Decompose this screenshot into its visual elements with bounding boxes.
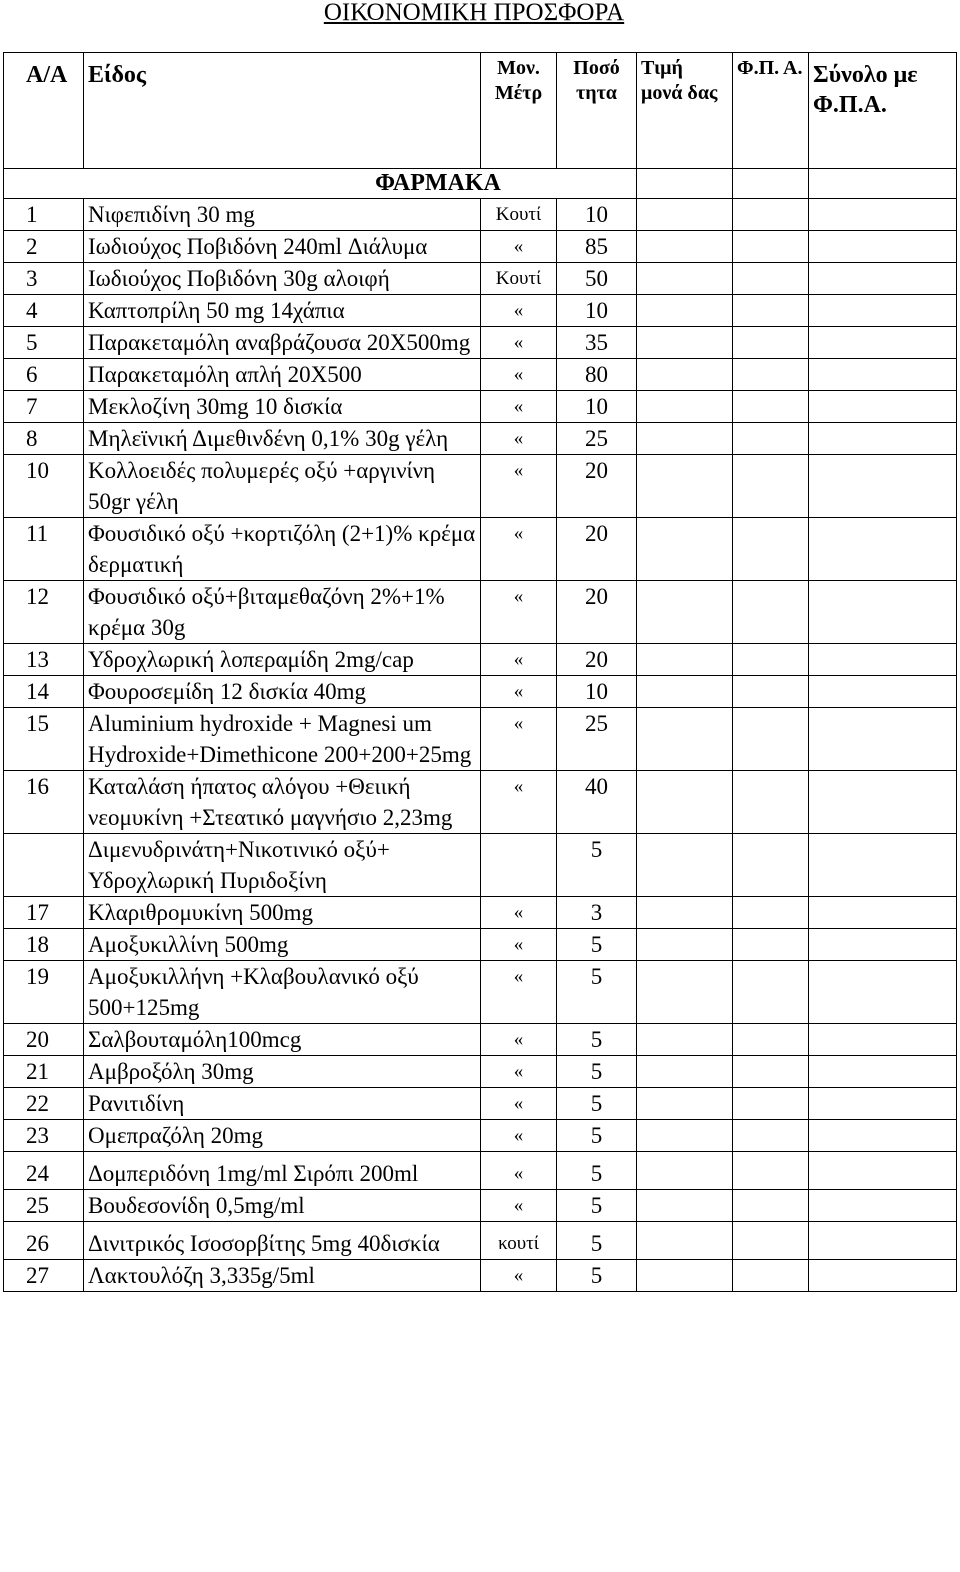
total-with-vat <box>809 231 957 263</box>
quantity: 20 <box>557 518 637 581</box>
table-row <box>4 1190 957 1222</box>
table-row <box>4 1088 957 1120</box>
vat <box>733 1120 809 1152</box>
row-number: 14 <box>4 676 84 708</box>
unit-price <box>637 518 733 581</box>
item-name: Ιωδιούχος Ποβιδόνη 240ml Διάλυμα <box>84 231 481 263</box>
item-name: Φουσιδικό οξύ+βιταμεθαζόνη 2%+1% κρέμα 30g <box>84 581 481 644</box>
total-with-vat <box>809 518 957 581</box>
item-name: Μηλεϊνική Διμεθινδένη 0,1% 30g γέλη <box>84 423 481 455</box>
table-row <box>4 1056 957 1088</box>
vat <box>733 581 809 644</box>
total-with-vat <box>809 423 957 455</box>
unit-of-measure: « <box>481 231 557 263</box>
quantity: 5 <box>557 1056 637 1088</box>
unit-of-measure: « <box>481 359 557 391</box>
total-with-vat <box>809 327 957 359</box>
total-with-vat <box>809 263 957 295</box>
item-name: Ομεπραζόλη 20mg <box>84 1120 481 1152</box>
item-name: Λακτουλόζη 3,335g/5ml <box>84 1260 481 1292</box>
item-name: Βουδεσονίδη 0,5mg/ml <box>84 1190 481 1222</box>
table-row <box>4 231 957 263</box>
vat <box>733 644 809 676</box>
table-row <box>4 1260 957 1292</box>
total-with-vat <box>809 1260 957 1292</box>
table-row <box>4 834 957 897</box>
unit-of-measure: « <box>481 961 557 1024</box>
vat <box>733 423 809 455</box>
item-name: Παρακεταμόλη απλή 20Χ500 <box>84 359 481 391</box>
column-header-item: Είδος <box>84 53 481 169</box>
vat <box>733 897 809 929</box>
row-number: 4 <box>4 295 84 327</box>
vat <box>733 961 809 1024</box>
vat <box>733 199 809 231</box>
row-number: 27 <box>4 1260 84 1292</box>
item-name: Aluminium hydroxide + Magnesi um Hydroxide+Dimethicone 200+200+25mg <box>84 708 481 771</box>
quantity: 5 <box>557 1190 637 1222</box>
row-number: 5 <box>4 327 84 359</box>
table-row <box>4 359 957 391</box>
vat <box>733 1056 809 1088</box>
quantity: 20 <box>557 644 637 676</box>
unit-of-measure: « <box>481 1190 557 1222</box>
total-with-vat <box>809 1056 957 1088</box>
total-with-vat <box>809 644 957 676</box>
item-name: Υδροχλωρική λοπεραμίδη 2mg/cap <box>84 644 481 676</box>
vat <box>733 1222 809 1260</box>
quantity: 20 <box>557 581 637 644</box>
column-header-aa: Α/Α <box>4 53 84 169</box>
column-header-qty: Ποσό τητα <box>557 53 637 169</box>
unit-of-measure: « <box>481 1152 557 1190</box>
vat <box>733 518 809 581</box>
vat <box>733 676 809 708</box>
total-with-vat <box>809 961 957 1024</box>
table-row <box>4 708 957 771</box>
unit-price <box>637 231 733 263</box>
vat <box>733 263 809 295</box>
unit-price <box>637 391 733 423</box>
empty-cell <box>733 169 809 199</box>
unit-of-measure: « <box>481 708 557 771</box>
table-row <box>4 423 957 455</box>
total-with-vat <box>809 455 957 518</box>
table-body <box>4 53 957 1292</box>
unit-price <box>637 455 733 518</box>
unit-price <box>637 929 733 961</box>
item-name: Φουροσεμίδη 12 δισκία 40mg <box>84 676 481 708</box>
total-with-vat <box>809 834 957 897</box>
unit-price <box>637 771 733 834</box>
total-with-vat <box>809 1120 957 1152</box>
item-name: Δομπεριδόνη 1mg/ml Σιρόπι 200ml <box>84 1152 481 1190</box>
row-number: 11 <box>4 518 84 581</box>
quantity: 5 <box>557 1120 637 1152</box>
row-number: 16 <box>4 771 84 834</box>
total-with-vat <box>809 708 957 771</box>
row-number: 13 <box>4 644 84 676</box>
unit-price <box>637 263 733 295</box>
unit-of-measure: « <box>481 771 557 834</box>
unit-of-measure: « <box>481 1260 557 1292</box>
total-with-vat <box>809 391 957 423</box>
total-with-vat <box>809 1152 957 1190</box>
item-name: Παρακεταμόλη αναβράζουσα 20Χ500mg <box>84 327 481 359</box>
quantity: 3 <box>557 897 637 929</box>
total-with-vat <box>809 771 957 834</box>
total-with-vat <box>809 676 957 708</box>
item-name: Σαλβουταμόλη100mcg <box>84 1024 481 1056</box>
quantity: 10 <box>557 295 637 327</box>
item-name: Διμενυδρινάτη+Νικοτινικό οξύ+ Υδροχλωρική Πυριδοξίνη <box>84 834 481 897</box>
unit-of-measure: « <box>481 1024 557 1056</box>
table-row <box>4 644 957 676</box>
quantity: 5 <box>557 834 637 897</box>
quantity: 10 <box>557 391 637 423</box>
table-row <box>4 1152 957 1190</box>
unit-of-measure: « <box>481 676 557 708</box>
quantity: 25 <box>557 708 637 771</box>
unit-of-measure: « <box>481 644 557 676</box>
total-with-vat <box>809 1024 957 1056</box>
row-number: 23 <box>4 1120 84 1152</box>
column-header-price: Τιμή μονά δας <box>637 53 733 169</box>
item-name: Ρανιτιδίνη <box>84 1088 481 1120</box>
unit-of-measure: « <box>481 581 557 644</box>
unit-price <box>637 1152 733 1190</box>
quantity: 20 <box>557 455 637 518</box>
row-number: 18 <box>4 929 84 961</box>
total-with-vat <box>809 1088 957 1120</box>
item-name: Νιφεπιδίνη 30 mg <box>84 199 481 231</box>
quantity: 5 <box>557 929 637 961</box>
unit-price <box>637 1056 733 1088</box>
table-row <box>4 1120 957 1152</box>
empty-cell <box>809 169 957 199</box>
column-header-vat: Φ.Π. Α. <box>733 53 809 169</box>
item-name: Αμοξυκιλλήνη +Κλαβουλανικό οξύ 500+125mg <box>84 961 481 1024</box>
quantity: 40 <box>557 771 637 834</box>
table-row <box>4 897 957 929</box>
total-with-vat <box>809 199 957 231</box>
unit-of-measure: « <box>481 1088 557 1120</box>
table-row <box>4 391 957 423</box>
unit-of-measure: « <box>481 295 557 327</box>
section-title: ΦΑΡΜΑΚΑ <box>4 169 637 199</box>
item-name: Αμβροξόλη 30mg <box>84 1056 481 1088</box>
quantity: 5 <box>557 1260 637 1292</box>
column-header-total: Σύνολο με Φ.Π.Α. <box>809 53 957 169</box>
unit-price <box>637 1024 733 1056</box>
unit-of-measure: κουτί <box>481 1222 557 1260</box>
total-with-vat <box>809 295 957 327</box>
row-number: 26 <box>4 1222 84 1260</box>
unit-price <box>637 1260 733 1292</box>
item-name: Αμοξυκιλλίνη 500mg <box>84 929 481 961</box>
table-row <box>4 263 957 295</box>
table-row <box>4 771 957 834</box>
item-name: Κλαριθρομυκίνη 500mg <box>84 897 481 929</box>
empty-cell <box>637 169 733 199</box>
table-row <box>4 676 957 708</box>
quantity: 85 <box>557 231 637 263</box>
vat <box>733 231 809 263</box>
row-number: 7 <box>4 391 84 423</box>
unit-price <box>637 423 733 455</box>
item-name: Ιωδιούχος Ποβιδόνη 30g αλοιφή <box>84 263 481 295</box>
total-with-vat <box>809 1190 957 1222</box>
quantity: 5 <box>557 1024 637 1056</box>
vat <box>733 1024 809 1056</box>
table-row <box>4 518 957 581</box>
total-with-vat <box>809 929 957 961</box>
row-number: 20 <box>4 1024 84 1056</box>
item-name: Καταλάση ήπατος αλόγου +Θειική νεομυκίνη +Στεατικό μαγνήσιο 2,23mg <box>84 771 481 834</box>
row-number: 17 <box>4 897 84 929</box>
table-row <box>4 581 957 644</box>
row-number: 22 <box>4 1088 84 1120</box>
unit-price <box>637 581 733 644</box>
unit-of-measure: « <box>481 518 557 581</box>
quantity: 5 <box>557 961 637 1024</box>
vat <box>733 1260 809 1292</box>
total-with-vat <box>809 897 957 929</box>
total-with-vat <box>809 581 957 644</box>
unit-price <box>637 295 733 327</box>
quantity: 25 <box>557 423 637 455</box>
unit-of-measure: « <box>481 1056 557 1088</box>
unit-of-measure <box>481 834 557 897</box>
unit-of-measure: « <box>481 327 557 359</box>
table-row <box>4 295 957 327</box>
item-name: Καπτοπρίλη 50 mg 14χάπια <box>84 295 481 327</box>
vat <box>733 455 809 518</box>
row-number: 3 <box>4 263 84 295</box>
unit-of-measure: « <box>481 897 557 929</box>
unit-price <box>637 834 733 897</box>
offer-table <box>3 52 957 1292</box>
item-name: Δινιτρικός Ισοσορβίτης 5mg 40δισκία <box>84 1222 481 1260</box>
item-name: Μεκλοζίνη 30mg 10 δισκία <box>84 391 481 423</box>
column-header-unit: Μον. Μέτρ <box>481 53 557 169</box>
quantity: 35 <box>557 327 637 359</box>
vat <box>733 1190 809 1222</box>
table-row <box>4 1222 957 1260</box>
row-number: 10 <box>4 455 84 518</box>
unit-price <box>637 1190 733 1222</box>
table-row <box>4 327 957 359</box>
unit-price <box>637 708 733 771</box>
row-number: 15 <box>4 708 84 771</box>
unit-of-measure: « <box>481 455 557 518</box>
unit-price <box>637 327 733 359</box>
unit-price <box>637 1222 733 1260</box>
header-row <box>4 53 957 169</box>
total-with-vat <box>809 359 957 391</box>
quantity: 5 <box>557 1088 637 1120</box>
row-number: 12 <box>4 581 84 644</box>
unit-price <box>637 1088 733 1120</box>
row-number: 25 <box>4 1190 84 1222</box>
unit-of-measure: « <box>481 423 557 455</box>
unit-price <box>637 644 733 676</box>
table-row <box>4 929 957 961</box>
vat <box>733 391 809 423</box>
vat <box>733 708 809 771</box>
row-number: 21 <box>4 1056 84 1088</box>
item-name: Κολλοειδές πολυμερές οξύ +αργινίνη 50gr γέλη <box>84 455 481 518</box>
vat <box>733 771 809 834</box>
vat <box>733 327 809 359</box>
table-row <box>4 199 957 231</box>
vat <box>733 1088 809 1120</box>
unit-of-measure: « <box>481 929 557 961</box>
quantity: 80 <box>557 359 637 391</box>
total-with-vat <box>809 1222 957 1260</box>
table-row <box>4 455 957 518</box>
quantity: 10 <box>557 676 637 708</box>
quantity: 5 <box>557 1222 637 1260</box>
unit-of-measure: « <box>481 1120 557 1152</box>
unit-price <box>637 676 733 708</box>
unit-price <box>637 897 733 929</box>
vat <box>733 834 809 897</box>
unit-price <box>637 1120 733 1152</box>
item-name: Φουσιδικό οξύ +κορτιζόλη (2+1)% κρέμα δερματική <box>84 518 481 581</box>
table-row <box>4 1024 957 1056</box>
row-number: 19 <box>4 961 84 1024</box>
document-title: ΟΙΚΟΝΟΜΙΚΗ ΠΡΟΣΦΟΡΑ <box>323 0 625 26</box>
vat <box>733 295 809 327</box>
unit-of-measure: Κουτί <box>481 199 557 231</box>
quantity: 5 <box>557 1152 637 1190</box>
quantity: 50 <box>557 263 637 295</box>
row-number: 1 <box>4 199 84 231</box>
section-row <box>4 169 957 199</box>
table-row <box>4 961 957 1024</box>
unit-price <box>637 359 733 391</box>
vat <box>733 929 809 961</box>
row-number: 6 <box>4 359 84 391</box>
row-number: 2 <box>4 231 84 263</box>
unit-of-measure: « <box>481 391 557 423</box>
unit-price <box>637 199 733 231</box>
quantity: 10 <box>557 199 637 231</box>
vat <box>733 1152 809 1190</box>
row-number: 8 <box>4 423 84 455</box>
unit-price <box>637 961 733 1024</box>
unit-of-measure: Κουτί <box>481 263 557 295</box>
row-number: 24 <box>4 1152 84 1190</box>
vat <box>733 359 809 391</box>
row-number <box>4 834 84 897</box>
